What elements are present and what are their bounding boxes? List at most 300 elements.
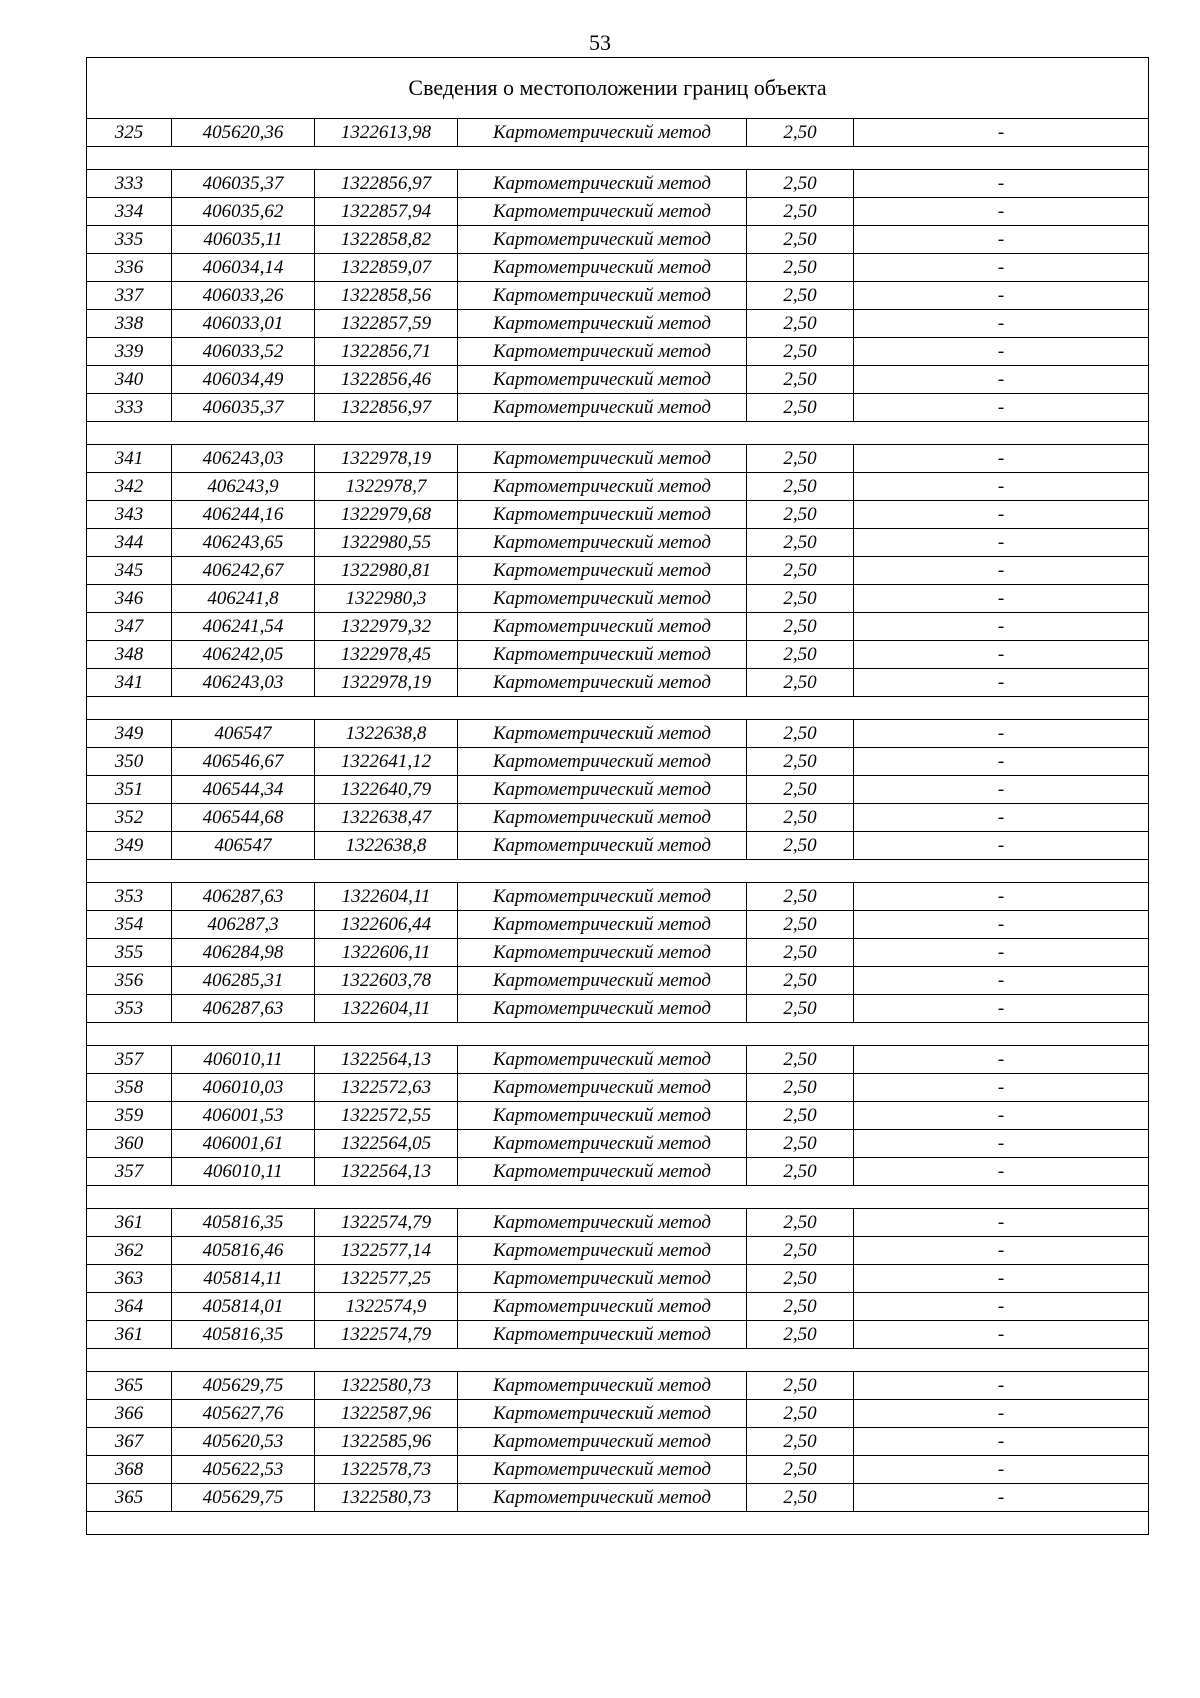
x-coordinate-cell: 405629,75 [172,1372,315,1400]
method-cell: Картометрический метод [458,394,747,422]
table-row [87,804,1149,832]
accuracy-cell: 2,50 [747,394,854,422]
table-row [87,338,1149,366]
note-cell: - [854,501,1149,529]
table-row [87,119,1149,147]
accuracy-cell: 2,50 [747,883,854,911]
note-cell: - [854,366,1149,394]
table-row [87,198,1149,226]
point-number-cell: 349 [87,832,172,860]
accuracy-cell: 2,50 [747,748,854,776]
y-coordinate-cell: 1322638,8 [315,832,458,860]
y-coordinate-cell: 1322578,73 [315,1456,458,1484]
y-coordinate-cell: 1322564,13 [315,1046,458,1074]
note-cell: - [854,473,1149,501]
note-cell: - [854,1046,1149,1074]
method-cell: Картометрический метод [458,338,747,366]
spacer-row [87,1186,1149,1209]
accuracy-cell: 2,50 [747,1484,854,1512]
x-coordinate-cell: 405622,53 [172,1456,315,1484]
x-coordinate-cell: 405816,35 [172,1209,315,1237]
method-cell: Картометрический метод [458,911,747,939]
table-row [87,1046,1149,1074]
spacer-cell [87,1349,1149,1372]
x-coordinate-cell: 406035,37 [172,170,315,198]
y-coordinate-cell: 1322978,7 [315,473,458,501]
accuracy-cell: 2,50 [747,1265,854,1293]
spacer-cell [87,697,1149,720]
accuracy-cell: 2,50 [747,226,854,254]
method-cell: Картометрический метод [458,310,747,338]
y-coordinate-cell: 1322604,11 [315,883,458,911]
point-number-cell: 335 [87,226,172,254]
accuracy-cell: 2,50 [747,473,854,501]
x-coordinate-cell: 406243,03 [172,445,315,473]
x-coordinate-cell: 406243,9 [172,473,315,501]
note-cell: - [854,1209,1149,1237]
y-coordinate-cell: 1322638,47 [315,804,458,832]
note-cell: - [854,1102,1149,1130]
x-coordinate-cell: 405814,11 [172,1265,315,1293]
y-coordinate-cell: 1322604,11 [315,995,458,1023]
spacer-cell [87,422,1149,445]
accuracy-cell: 2,50 [747,1321,854,1349]
method-cell: Картометрический метод [458,473,747,501]
method-cell: Картометрический метод [458,995,747,1023]
spacer-row [87,422,1149,445]
point-number-cell: 368 [87,1456,172,1484]
y-coordinate-cell: 1322858,82 [315,226,458,254]
y-coordinate-cell: 1322978,45 [315,641,458,669]
method-cell: Картометрический метод [458,1046,747,1074]
point-number-cell: 357 [87,1046,172,1074]
point-number-cell: 343 [87,501,172,529]
accuracy-cell: 2,50 [747,967,854,995]
y-coordinate-cell: 1322564,13 [315,1158,458,1186]
table-row [87,748,1149,776]
point-number-cell: 363 [87,1265,172,1293]
table-row [87,529,1149,557]
y-coordinate-cell: 1322577,25 [315,1265,458,1293]
accuracy-cell: 2,50 [747,557,854,585]
spacer-row [87,860,1149,883]
y-coordinate-cell: 1322856,46 [315,366,458,394]
table-row [87,1372,1149,1400]
x-coordinate-cell: 406547 [172,720,315,748]
x-coordinate-cell: 405620,36 [172,119,315,147]
accuracy-cell: 2,50 [747,641,854,669]
y-coordinate-cell: 1322979,32 [315,613,458,641]
table-title-row [87,58,1149,119]
x-coordinate-cell: 406241,54 [172,613,315,641]
note-cell: - [854,804,1149,832]
point-number-cell: 361 [87,1321,172,1349]
note-cell: - [854,748,1149,776]
spacer-row [87,697,1149,720]
accuracy-cell: 2,50 [747,1372,854,1400]
y-coordinate-cell: 1322980,55 [315,529,458,557]
accuracy-cell: 2,50 [747,1130,854,1158]
table-row [87,366,1149,394]
spacer-cell [87,860,1149,883]
x-coordinate-cell: 406244,16 [172,501,315,529]
y-coordinate-cell: 1322574,9 [315,1293,458,1321]
y-coordinate-cell: 1322580,73 [315,1484,458,1512]
y-coordinate-cell: 1322603,78 [315,967,458,995]
method-cell: Картометрический метод [458,1293,747,1321]
method-cell: Картометрический метод [458,282,747,310]
note-cell: - [854,338,1149,366]
accuracy-cell: 2,50 [747,776,854,804]
table-row [87,967,1149,995]
point-number-cell: 366 [87,1400,172,1428]
accuracy-cell: 2,50 [747,366,854,394]
point-number-cell: 351 [87,776,172,804]
method-cell: Картометрический метод [458,669,747,697]
note-cell: - [854,170,1149,198]
accuracy-cell: 2,50 [747,1158,854,1186]
table-row [87,613,1149,641]
accuracy-cell: 2,50 [747,939,854,967]
method-cell: Картометрический метод [458,1158,747,1186]
method-cell: Картометрический метод [458,1400,747,1428]
x-coordinate-cell: 406033,01 [172,310,315,338]
x-coordinate-cell: 406287,63 [172,883,315,911]
table-row [87,557,1149,585]
accuracy-cell: 2,50 [747,832,854,860]
spacer-cell [87,1512,1149,1535]
table-row [87,1293,1149,1321]
accuracy-cell: 2,50 [747,198,854,226]
method-cell: Картометрический метод [458,445,747,473]
note-cell: - [854,1074,1149,1102]
method-cell: Картометрический метод [458,1321,747,1349]
note-cell: - [854,254,1149,282]
table-row [87,1237,1149,1265]
method-cell: Картометрический метод [458,776,747,804]
accuracy-cell: 2,50 [747,1428,854,1456]
method-cell: Картометрический метод [458,939,747,967]
x-coordinate-cell: 406035,37 [172,394,315,422]
point-number-cell: 353 [87,883,172,911]
table-row [87,1209,1149,1237]
spacer-cell [87,147,1149,170]
point-number-cell: 365 [87,1372,172,1400]
table-row [87,170,1149,198]
accuracy-cell: 2,50 [747,911,854,939]
point-number-cell: 350 [87,748,172,776]
point-number-cell: 325 [87,119,172,147]
method-cell: Картометрический метод [458,557,747,585]
point-number-cell: 339 [87,338,172,366]
note-cell: - [854,1293,1149,1321]
table-row [87,1400,1149,1428]
x-coordinate-cell: 406033,52 [172,338,315,366]
point-number-cell: 333 [87,170,172,198]
point-number-cell: 362 [87,1237,172,1265]
accuracy-cell: 2,50 [747,1400,854,1428]
accuracy-cell: 2,50 [747,282,854,310]
table-row [87,310,1149,338]
method-cell: Картометрический метод [458,501,747,529]
table-row [87,1484,1149,1512]
y-coordinate-cell: 1322613,98 [315,119,458,147]
point-number-cell: 361 [87,1209,172,1237]
table-row [87,1456,1149,1484]
method-cell: Картометрический метод [458,226,747,254]
table-row [87,911,1149,939]
accuracy-cell: 2,50 [747,119,854,147]
method-cell: Картометрический метод [458,1484,747,1512]
x-coordinate-cell: 406001,61 [172,1130,315,1158]
method-cell: Картометрический метод [458,1130,747,1158]
point-number-cell: 355 [87,939,172,967]
accuracy-cell: 2,50 [747,310,854,338]
accuracy-cell: 2,50 [747,445,854,473]
note-cell: - [854,911,1149,939]
x-coordinate-cell: 406010,11 [172,1158,315,1186]
note-cell: - [854,1237,1149,1265]
table-row [87,1321,1149,1349]
x-coordinate-cell: 406035,11 [172,226,315,254]
x-coordinate-cell: 405629,75 [172,1484,315,1512]
x-coordinate-cell: 406242,67 [172,557,315,585]
accuracy-cell: 2,50 [747,529,854,557]
note-cell: - [854,832,1149,860]
x-coordinate-cell: 406243,65 [172,529,315,557]
accuracy-cell: 2,50 [747,1102,854,1130]
point-number-cell: 352 [87,804,172,832]
y-coordinate-cell: 1322859,07 [315,254,458,282]
method-cell: Картометрический метод [458,254,747,282]
accuracy-cell: 2,50 [747,170,854,198]
coordinates-table [86,57,1149,1535]
y-coordinate-cell: 1322572,63 [315,1074,458,1102]
point-number-cell: 338 [87,310,172,338]
accuracy-cell: 2,50 [747,338,854,366]
point-number-cell: 356 [87,967,172,995]
accuracy-cell: 2,50 [747,1074,854,1102]
y-coordinate-cell: 1322577,14 [315,1237,458,1265]
accuracy-cell: 2,50 [747,1456,854,1484]
table-row [87,501,1149,529]
method-cell: Картометрический метод [458,748,747,776]
note-cell: - [854,226,1149,254]
note-cell: - [854,641,1149,669]
point-number-cell: 341 [87,445,172,473]
point-number-cell: 348 [87,641,172,669]
x-coordinate-cell: 406243,03 [172,669,315,697]
x-coordinate-cell: 406544,34 [172,776,315,804]
table-row [87,995,1149,1023]
note-cell: - [854,720,1149,748]
note-cell: - [854,1456,1149,1484]
point-number-cell: 345 [87,557,172,585]
note-cell: - [854,282,1149,310]
note-cell: - [854,967,1149,995]
note-cell: - [854,585,1149,613]
note-cell: - [854,1130,1149,1158]
table-row [87,394,1149,422]
table-row [87,939,1149,967]
y-coordinate-cell: 1322978,19 [315,669,458,697]
point-number-cell: 360 [87,1130,172,1158]
spacer-row [87,1349,1149,1372]
note-cell: - [854,529,1149,557]
point-number-cell: 347 [87,613,172,641]
y-coordinate-cell: 1322574,79 [315,1321,458,1349]
y-coordinate-cell: 1322640,79 [315,776,458,804]
x-coordinate-cell: 406035,62 [172,198,315,226]
x-coordinate-cell: 406546,67 [172,748,315,776]
point-number-cell: 357 [87,1158,172,1186]
method-cell: Картометрический метод [458,119,747,147]
table-row [87,883,1149,911]
method-cell: Картометрический метод [458,832,747,860]
note-cell: - [854,445,1149,473]
x-coordinate-cell: 406034,49 [172,366,315,394]
x-coordinate-cell: 405816,35 [172,1321,315,1349]
method-cell: Картометрический метод [458,1237,747,1265]
note-cell: - [854,1484,1149,1512]
table-row [87,669,1149,697]
table-row [87,282,1149,310]
point-number-cell: 333 [87,394,172,422]
x-coordinate-cell: 405816,46 [172,1237,315,1265]
y-coordinate-cell: 1322858,56 [315,282,458,310]
method-cell: Картометрический метод [458,1209,747,1237]
method-cell: Картометрический метод [458,883,747,911]
x-coordinate-cell: 406547 [172,832,315,860]
point-number-cell: 349 [87,720,172,748]
method-cell: Картометрический метод [458,804,747,832]
method-cell: Картометрический метод [458,1372,747,1400]
accuracy-cell: 2,50 [747,1209,854,1237]
point-number-cell: 336 [87,254,172,282]
note-cell: - [854,1265,1149,1293]
accuracy-cell: 2,50 [747,1046,854,1074]
x-coordinate-cell: 406242,05 [172,641,315,669]
y-coordinate-cell: 1322606,44 [315,911,458,939]
y-coordinate-cell: 1322641,12 [315,748,458,776]
y-coordinate-cell: 1322580,73 [315,1372,458,1400]
point-number-cell: 365 [87,1484,172,1512]
accuracy-cell: 2,50 [747,720,854,748]
table-row [87,832,1149,860]
y-coordinate-cell: 1322574,79 [315,1209,458,1237]
method-cell: Картометрический метод [458,641,747,669]
x-coordinate-cell: 405814,01 [172,1293,315,1321]
method-cell: Картометрический метод [458,967,747,995]
note-cell: - [854,198,1149,226]
method-cell: Картометрический метод [458,198,747,226]
accuracy-cell: 2,50 [747,1293,854,1321]
method-cell: Картометрический метод [458,1265,747,1293]
point-number-cell: 359 [87,1102,172,1130]
table-row [87,1265,1149,1293]
x-coordinate-cell: 406010,11 [172,1046,315,1074]
note-cell: - [854,939,1149,967]
method-cell: Картометрический метод [458,1456,747,1484]
x-coordinate-cell: 406287,63 [172,995,315,1023]
spacer-row [87,147,1149,170]
note-cell: - [854,1400,1149,1428]
point-number-cell: 334 [87,198,172,226]
spacer-row [87,1512,1149,1535]
table-row [87,1102,1149,1130]
y-coordinate-cell: 1322856,97 [315,170,458,198]
table-row [87,445,1149,473]
y-coordinate-cell: 1322564,05 [315,1130,458,1158]
note-cell: - [854,1321,1149,1349]
x-coordinate-cell: 406544,68 [172,804,315,832]
x-coordinate-cell: 406034,14 [172,254,315,282]
table-row [87,1074,1149,1102]
y-coordinate-cell: 1322980,81 [315,557,458,585]
note-cell: - [854,394,1149,422]
method-cell: Картометрический метод [458,1074,747,1102]
point-number-cell: 344 [87,529,172,557]
spacer-row [87,1023,1149,1046]
table-row [87,776,1149,804]
point-number-cell: 342 [87,473,172,501]
note-cell: - [854,613,1149,641]
accuracy-cell: 2,50 [747,804,854,832]
point-number-cell: 346 [87,585,172,613]
accuracy-cell: 2,50 [747,613,854,641]
method-cell: Картометрический метод [458,720,747,748]
accuracy-cell: 2,50 [747,254,854,282]
note-cell: - [854,669,1149,697]
spacer-cell [87,1186,1149,1209]
table-row [87,473,1149,501]
method-cell: Картометрический метод [458,1102,747,1130]
x-coordinate-cell: 406284,98 [172,939,315,967]
table-row [87,720,1149,748]
note-cell: - [854,776,1149,804]
y-coordinate-cell: 1322587,96 [315,1400,458,1428]
point-number-cell: 364 [87,1293,172,1321]
accuracy-cell: 2,50 [747,1237,854,1265]
accuracy-cell: 2,50 [747,669,854,697]
table-row [87,641,1149,669]
method-cell: Картометрический метод [458,170,747,198]
page-number: 53 [589,30,611,55]
note-cell: - [854,1372,1149,1400]
note-cell: - [854,1428,1149,1456]
note-cell: - [854,1158,1149,1186]
method-cell: Картометрический метод [458,529,747,557]
x-coordinate-cell: 405627,76 [172,1400,315,1428]
x-coordinate-cell: 406287,3 [172,911,315,939]
point-number-cell: 367 [87,1428,172,1456]
y-coordinate-cell: 1322856,71 [315,338,458,366]
spacer-cell [87,1023,1149,1046]
x-coordinate-cell: 406033,26 [172,282,315,310]
y-coordinate-cell: 1322585,96 [315,1428,458,1456]
point-number-cell: 353 [87,995,172,1023]
method-cell: Картометрический метод [458,613,747,641]
table-row [87,1158,1149,1186]
table-title: Сведения о местоположении границ объекта [87,58,1149,119]
note-cell: - [854,310,1149,338]
y-coordinate-cell: 1322857,94 [315,198,458,226]
table-row [87,254,1149,282]
note-cell: - [854,557,1149,585]
x-coordinate-cell: 406285,31 [172,967,315,995]
x-coordinate-cell: 406241,8 [172,585,315,613]
table-row [87,1428,1149,1456]
